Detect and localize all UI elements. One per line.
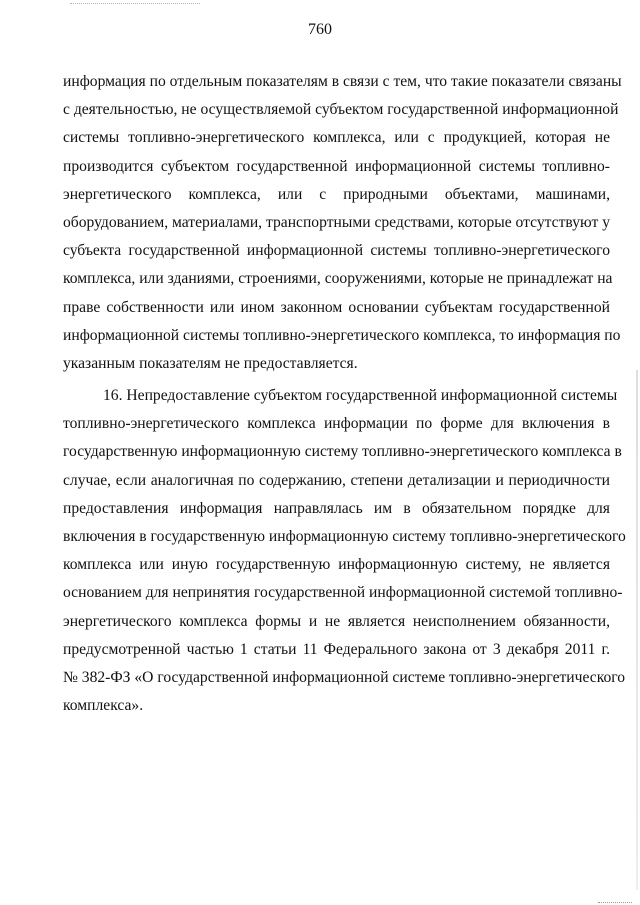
- paragraph-2: [63, 382, 626, 720]
- document-body: [63, 68, 626, 720]
- scan-artifact-top: [70, 3, 200, 5]
- scan-artifact-right-edge: [636, 370, 638, 890]
- text-line: комплекса, или зданиями, строениями, сооружениями, которые не принадлежат на: [63, 270, 613, 288]
- text-line: оборудованием, материалами, транспортными средствами, которые отсутствуют у: [63, 213, 610, 231]
- text-line: энергетического комплекса формы и не является неисполнением обязанности,: [63, 612, 610, 630]
- text-line: включения в государственную информационную систему топливно-энергетического: [63, 528, 626, 545]
- text-line: информационной системы топливно-энергетического комплекса, то информация по: [63, 326, 621, 344]
- page-number: 760: [308, 21, 332, 38]
- text-line: праве собственности или ином законном основании субъектам государственной: [63, 298, 610, 316]
- scan-artifact-corner: [598, 902, 632, 903]
- text-line: предусмотренной частью 1 статьи 11 Федерального закона от 3 декабря 2011 г.: [63, 640, 610, 658]
- paragraph-1: [63, 68, 622, 378]
- text-line: основанием для непринятия государственной информационной системой топливно-: [63, 584, 623, 602]
- text-line: указанным показателям не предоставляется.: [63, 354, 358, 372]
- text-line: с деятельностью, не осуществляемой субъектом государственной информационной: [63, 101, 619, 119]
- text-line: топливно-энергетического комплекса информации по форме для включения в: [63, 415, 610, 433]
- text-line: энергетического комплекса, или с природными объектами, машинами,: [63, 185, 610, 203]
- text-line: субъекта государственной информационной системы топливно-энергетического: [63, 242, 610, 260]
- text-line: государственную информационную систему топливно-энергетического комплекса в: [63, 443, 622, 461]
- text-line: производится субъектом государственной информационной системы топливно-: [63, 157, 610, 175]
- text-line: системы топливно-энергетического комплекса, или с продукцией, которая не: [63, 129, 610, 147]
- text-line: 16. Непредоставление субъектом государственной информационной системы: [103, 387, 618, 405]
- text-line: случае, если аналогичная по содержанию, степени детализации и периодичности: [63, 471, 610, 489]
- text-line: информация по отдельным показателям в связи с тем, что такие показатели связаны: [63, 73, 622, 90]
- text-line: предоставления информация направлялась им в обязательном порядке для: [63, 499, 610, 517]
- text-line: № 382-ФЗ «О государственной информационной системе топливно-энергетического: [63, 668, 626, 686]
- text-line: комплекса».: [63, 697, 144, 715]
- text-line: комплекса или иную государственную информационную систему, не является: [63, 556, 610, 574]
